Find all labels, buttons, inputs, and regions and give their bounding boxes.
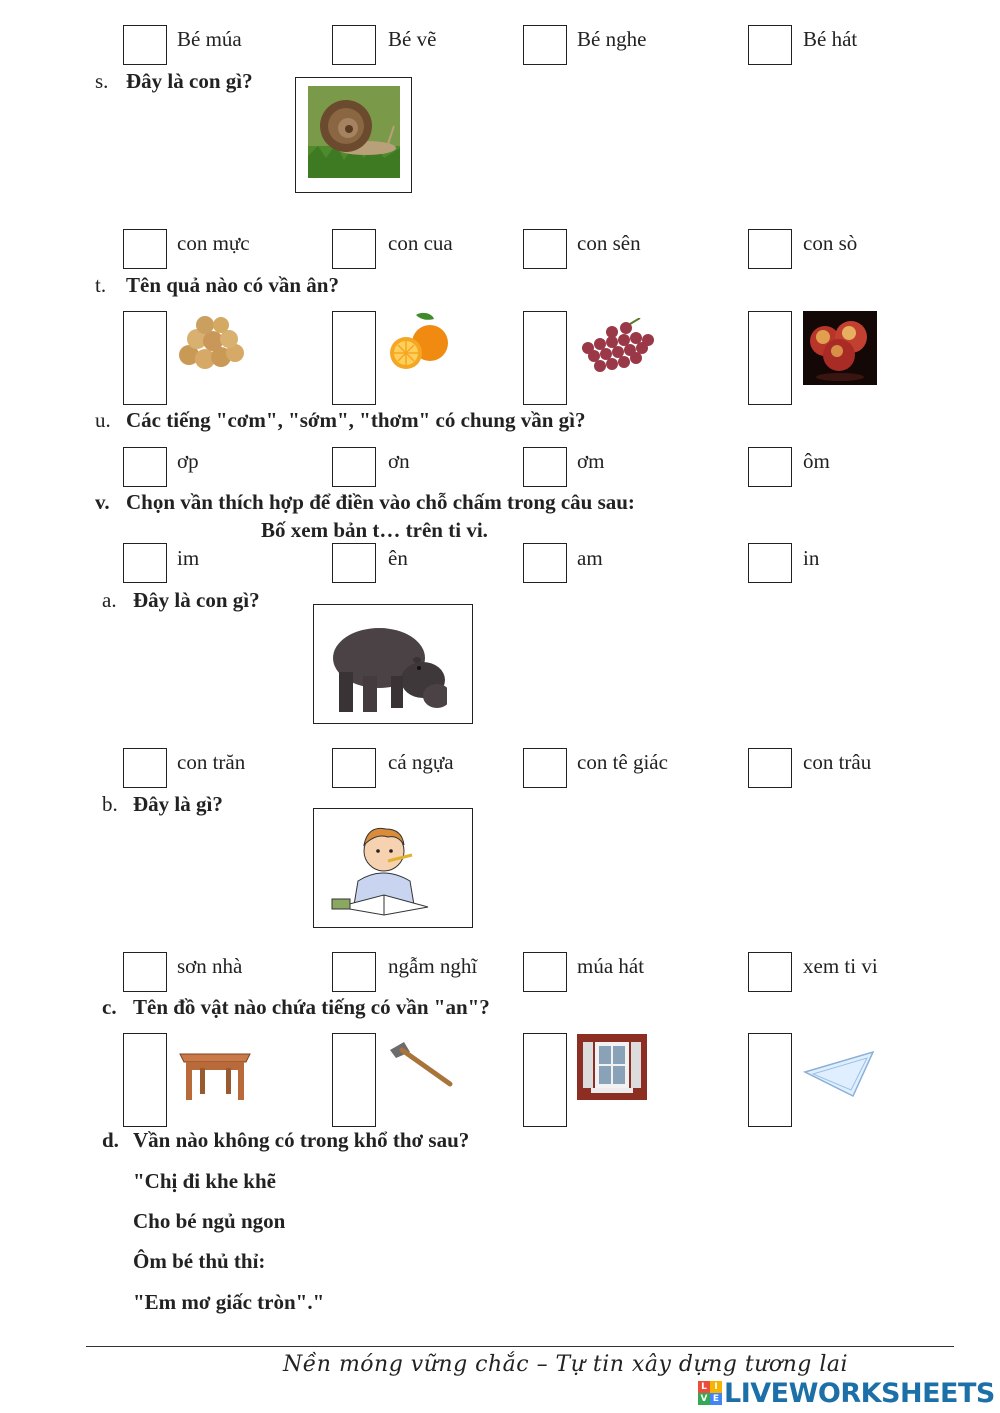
option-label: con cua (388, 231, 453, 255)
answer-checkbox-4[interactable] (748, 25, 792, 65)
question-number: b. (102, 792, 118, 816)
option-label: ngẫm nghĩ (388, 954, 478, 978)
answer-checkbox-1[interactable] (123, 748, 167, 788)
question-number: s. (95, 69, 109, 93)
option-label: con sên (577, 231, 641, 255)
snail-image (295, 77, 412, 193)
question-number: c. (102, 995, 117, 1019)
option-label: múa hát (577, 954, 645, 978)
hammer-image (388, 1040, 454, 1088)
option-label: ơn (388, 449, 410, 473)
handkerchief-image (803, 1050, 881, 1100)
question-text: Đây là gì? (133, 792, 223, 816)
fill-in-sentence: Bố xem bản t… trên ti vi. (261, 518, 488, 542)
answer-checkbox-1[interactable] (123, 229, 167, 269)
brand-name: LIVEWORKSHEETS (724, 1377, 995, 1409)
option-label: Bé hát (803, 27, 858, 51)
poem-line: Cho bé ngủ ngon (133, 1209, 286, 1233)
poem-line: "Chị đi khe khẽ (133, 1169, 276, 1193)
answer-checkbox-2[interactable] (332, 952, 376, 992)
option-label: sơn nhà (177, 954, 243, 978)
answer-checkbox-4[interactable] (748, 748, 792, 788)
question-text: Đây là con gì? (126, 69, 253, 93)
question-text: Vần nào không có trong khổ thơ sau? (133, 1128, 470, 1152)
liveworksheets-logo[interactable] (698, 1376, 995, 1410)
answer-checkbox-2[interactable] (332, 229, 376, 269)
poem-line: "Em mơ giấc tròn"." (133, 1290, 325, 1314)
option-label: am (577, 546, 603, 570)
answer-checkbox-3[interactable] (523, 311, 567, 405)
table-image (176, 1048, 254, 1106)
question-number: d. (102, 1128, 119, 1152)
question-text: Chọn vần thích hợp để điền vào chỗ chấm trong câu sau: (126, 490, 635, 514)
option-label: ơp (177, 449, 199, 473)
option-label: ơm (577, 449, 605, 473)
window-image (577, 1034, 647, 1100)
option-label: ôm (803, 449, 830, 473)
option-label: ên (388, 546, 408, 570)
answer-checkbox-3[interactable] (523, 1033, 567, 1127)
option-label: Bé vẽ (388, 27, 437, 51)
answer-checkbox-2[interactable] (332, 748, 376, 788)
answer-checkbox-1[interactable] (123, 952, 167, 992)
liveworksheets-icon: L I V E (698, 1381, 722, 1405)
option-label: con trâu (803, 750, 872, 774)
answer-checkbox-1[interactable] (123, 1033, 167, 1127)
answer-checkbox-4[interactable] (748, 952, 792, 992)
answer-checkbox-4[interactable] (748, 1033, 792, 1127)
option-label: con trăn (177, 750, 246, 774)
answer-checkbox-3[interactable] (523, 25, 567, 65)
answer-checkbox-2[interactable] (332, 447, 376, 487)
question-number: v. (95, 490, 110, 514)
answer-checkbox-1[interactable] (123, 543, 167, 583)
answer-checkbox-3[interactable] (523, 952, 567, 992)
answer-checkbox-4[interactable] (748, 311, 792, 405)
answer-checkbox-2[interactable] (332, 1033, 376, 1127)
question-text: Các tiếng "cơm", "sớm", "thơm" có chung vần gì? (126, 408, 586, 432)
option-label: Bé nghe (577, 27, 647, 51)
answer-checkbox-4[interactable] (748, 543, 792, 583)
answer-checkbox-4[interactable] (748, 447, 792, 487)
option-label: Bé múa (177, 27, 242, 51)
answer-checkbox-3[interactable] (523, 748, 567, 788)
thinking-boy-image (313, 808, 473, 928)
question-number: a. (102, 588, 117, 612)
longan-image (175, 311, 245, 379)
answer-checkbox-4[interactable] (748, 229, 792, 269)
question-text: Tên quả nào có vần ân? (126, 273, 339, 297)
answer-checkbox-1[interactable] (123, 447, 167, 487)
apple-image (803, 311, 877, 385)
answer-checkbox-2[interactable] (332, 311, 376, 405)
grape-image (578, 318, 658, 380)
answer-checkbox-3[interactable] (523, 229, 567, 269)
poem-line: Ôm bé thủ thỉ: (133, 1249, 266, 1273)
answer-checkbox-1[interactable] (123, 311, 167, 405)
answer-checkbox-3[interactable] (523, 543, 567, 583)
answer-checkbox-1[interactable] (123, 25, 167, 65)
option-label: cá ngựa (388, 750, 454, 774)
option-label: im (177, 546, 200, 570)
hippo-image (313, 604, 473, 724)
question-number: u. (95, 408, 111, 432)
answer-checkbox-2[interactable] (332, 25, 376, 65)
answer-checkbox-3[interactable] (523, 447, 567, 487)
question-text: Tên đồ vật nào chứa tiếng có vần "an"? (133, 995, 490, 1019)
question-text: Đây là con gì? (133, 588, 260, 612)
option-label: con tê giác (577, 750, 668, 774)
option-label: xem ti vi (803, 954, 878, 978)
question-number: t. (95, 273, 107, 297)
option-label: in (803, 546, 820, 570)
answer-checkbox-2[interactable] (332, 543, 376, 583)
orange-image (386, 311, 452, 373)
footer-divider (86, 1346, 954, 1347)
option-label: con mực (177, 231, 250, 255)
footer-slogan: Nền móng vững chắc – Tự tin xây dựng tương lai (283, 1352, 849, 1377)
option-label: con sò (803, 231, 858, 255)
